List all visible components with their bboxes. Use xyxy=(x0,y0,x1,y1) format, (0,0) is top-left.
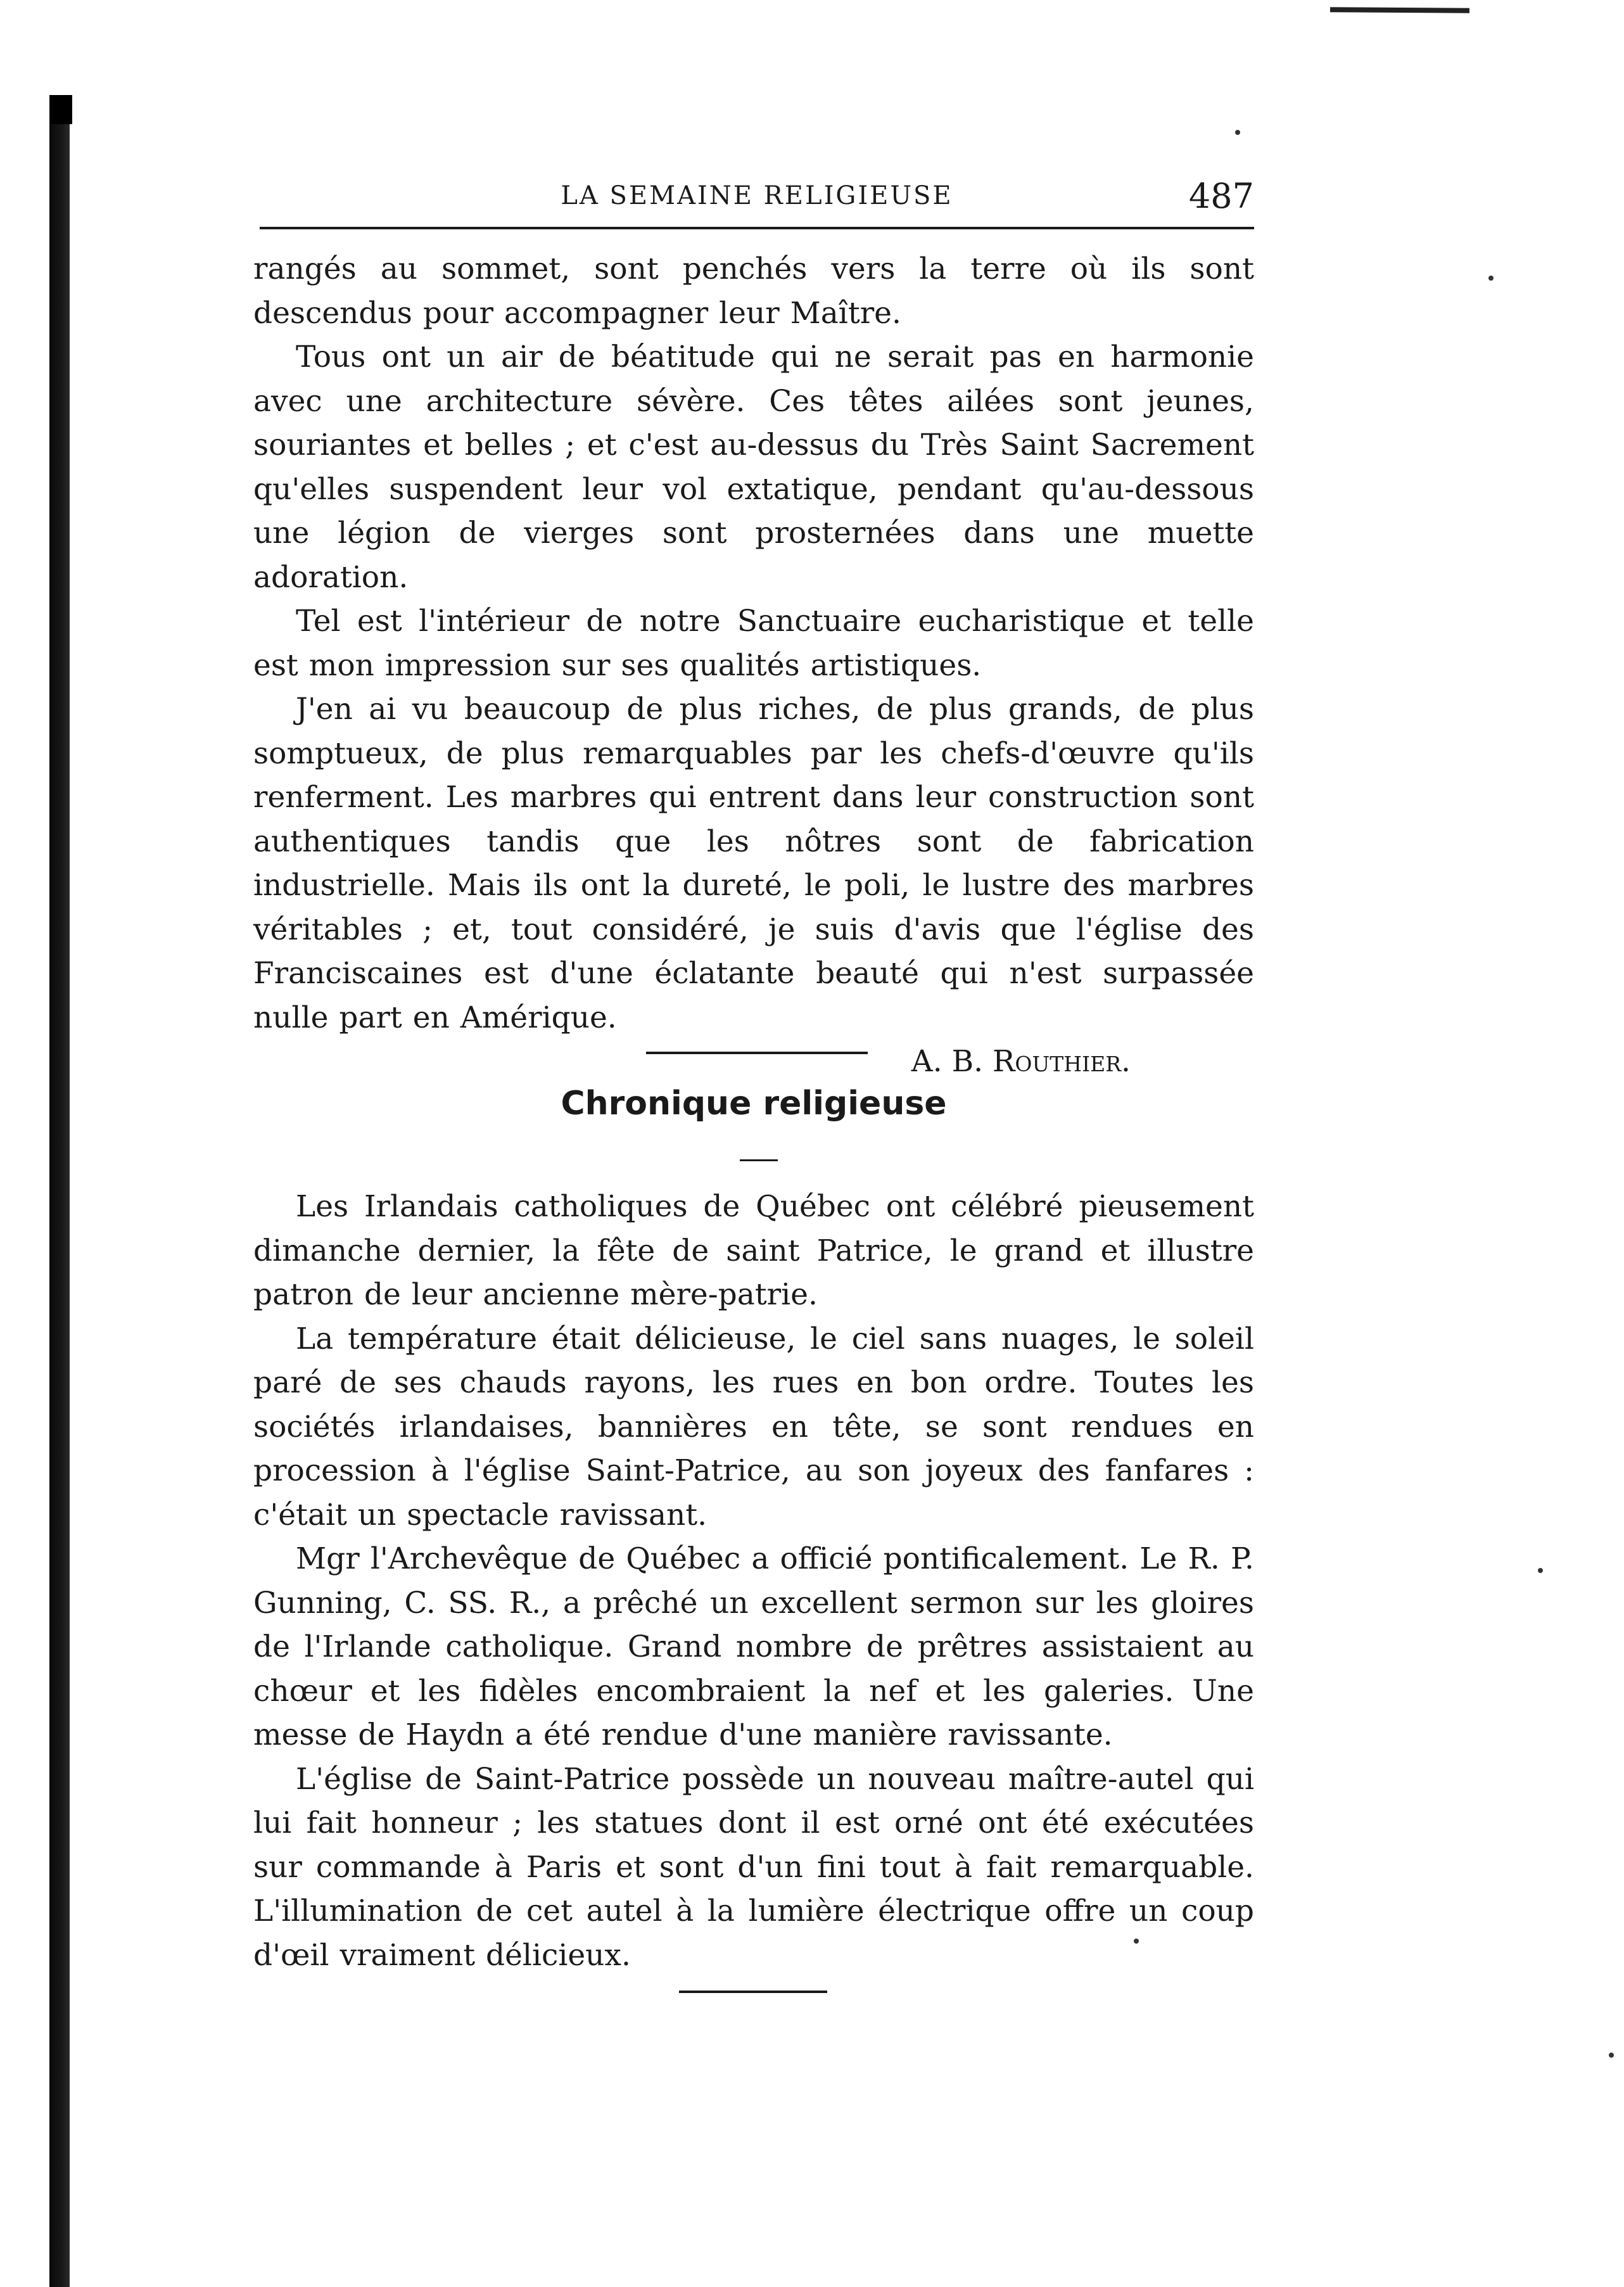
page-number: 487 xyxy=(1188,176,1254,216)
section-title: Chronique religieuse xyxy=(561,1085,947,1123)
running-title: LA SEMAINE RELIGIEUSE xyxy=(561,181,953,210)
paragraph: Les Irlandais catholiques de Québec ont célébré pieusement dimanche dernier, la fête de saint Patrice, le grand et illustre patron de leur ancienne mère-patrie. xyxy=(253,1189,1254,1312)
section-divider xyxy=(646,1052,868,1054)
scan-speck xyxy=(1235,130,1240,135)
title-dash xyxy=(740,1159,778,1161)
scan-speck xyxy=(1488,276,1494,281)
paragraph: J'en ai vu beaucoup de plus riches, de plus grands, de plus somptueux, de plus remarquables par les chefs-d'œuvre qu'ils renferment. Les marbres qui entrent dans leur construction sont authentiques tandis que les nôtres sont de fabrication industrielle. Mais ils ont la dureté, le poli, le lustre des marbres véritables ; et, tout considéré, je suis d'avis que l'église des Franciscaines est d'une éclatante beauté qui n'est surpassée nulle part en Amérique. xyxy=(253,692,1254,1035)
scan-speck xyxy=(1538,1568,1543,1573)
paragraph: rangés au sommet, sont penchés vers la terre où ils sont descendus pour accompagner leur Maître. xyxy=(253,252,1254,331)
binding-corner xyxy=(49,95,72,124)
paragraph: Tous ont un air de béatitude qui ne serait pas en harmonie avec une architecture sévère. Ces têtes ailées sont jeunes, souriantes et belles ; et c'est au-dessus du Très Saint Sacrement qu'elles suspendent leur vol extatique, pendant qu'au-dessous une légion de vierges sont prosternées dans une muette adoration. xyxy=(253,340,1254,595)
signature-surname: Routhier. xyxy=(993,1044,1131,1079)
book-binding-edge xyxy=(49,95,70,2287)
chronicle-article xyxy=(253,1185,1254,1977)
signature-initials: A. B. xyxy=(911,1044,984,1079)
end-divider xyxy=(679,1991,827,1993)
paragraph: L'église de Saint-Patrice possède un nouveau maître-autel qui lui fait honneur ; les statues dont il est orné ont été exécutées sur commande à Paris et sont d'un fini tout à fait remarquable. L'illumination de cet autel à la lumière électrique offre un coup d'œil vraiment délicieux. xyxy=(253,1761,1254,1973)
paragraph: Mgr l'Archevêque de Québec a officié pontificalement. Le R. P. Gunning, C. SS. R., a prêché un excellent sermon sur les gloires de l'Irlande catholique. Grand nombre de prêtres assistaient au chœur et les fidèles encombraient la nef et les galeries. Une messe de Haydn a été rendue d'une manière ravissante. xyxy=(253,1541,1254,1752)
running-head xyxy=(260,176,1254,214)
header-rule xyxy=(260,227,1254,229)
author-signature xyxy=(253,1040,1254,1084)
paragraph: La température était délicieuse, le ciel sans nuages, le soleil paré de ses chauds rayons, les rues en bon ordre. Toutes les sociétés irlandaises, bannières en tête, se sont rendues en procession à l'église Saint-Patrice, au son joyeux des fanfares : c'était un spectacle ravissant. xyxy=(253,1321,1254,1532)
scan-speck xyxy=(1609,2053,1614,2058)
paragraph: Tel est l'intérieur de notre Sanctuaire eucharistique et telle est mon impression sur ses qualités artistiques. xyxy=(253,604,1254,683)
corner-scan-mark xyxy=(1330,7,1469,13)
article-continued xyxy=(253,247,1254,1084)
